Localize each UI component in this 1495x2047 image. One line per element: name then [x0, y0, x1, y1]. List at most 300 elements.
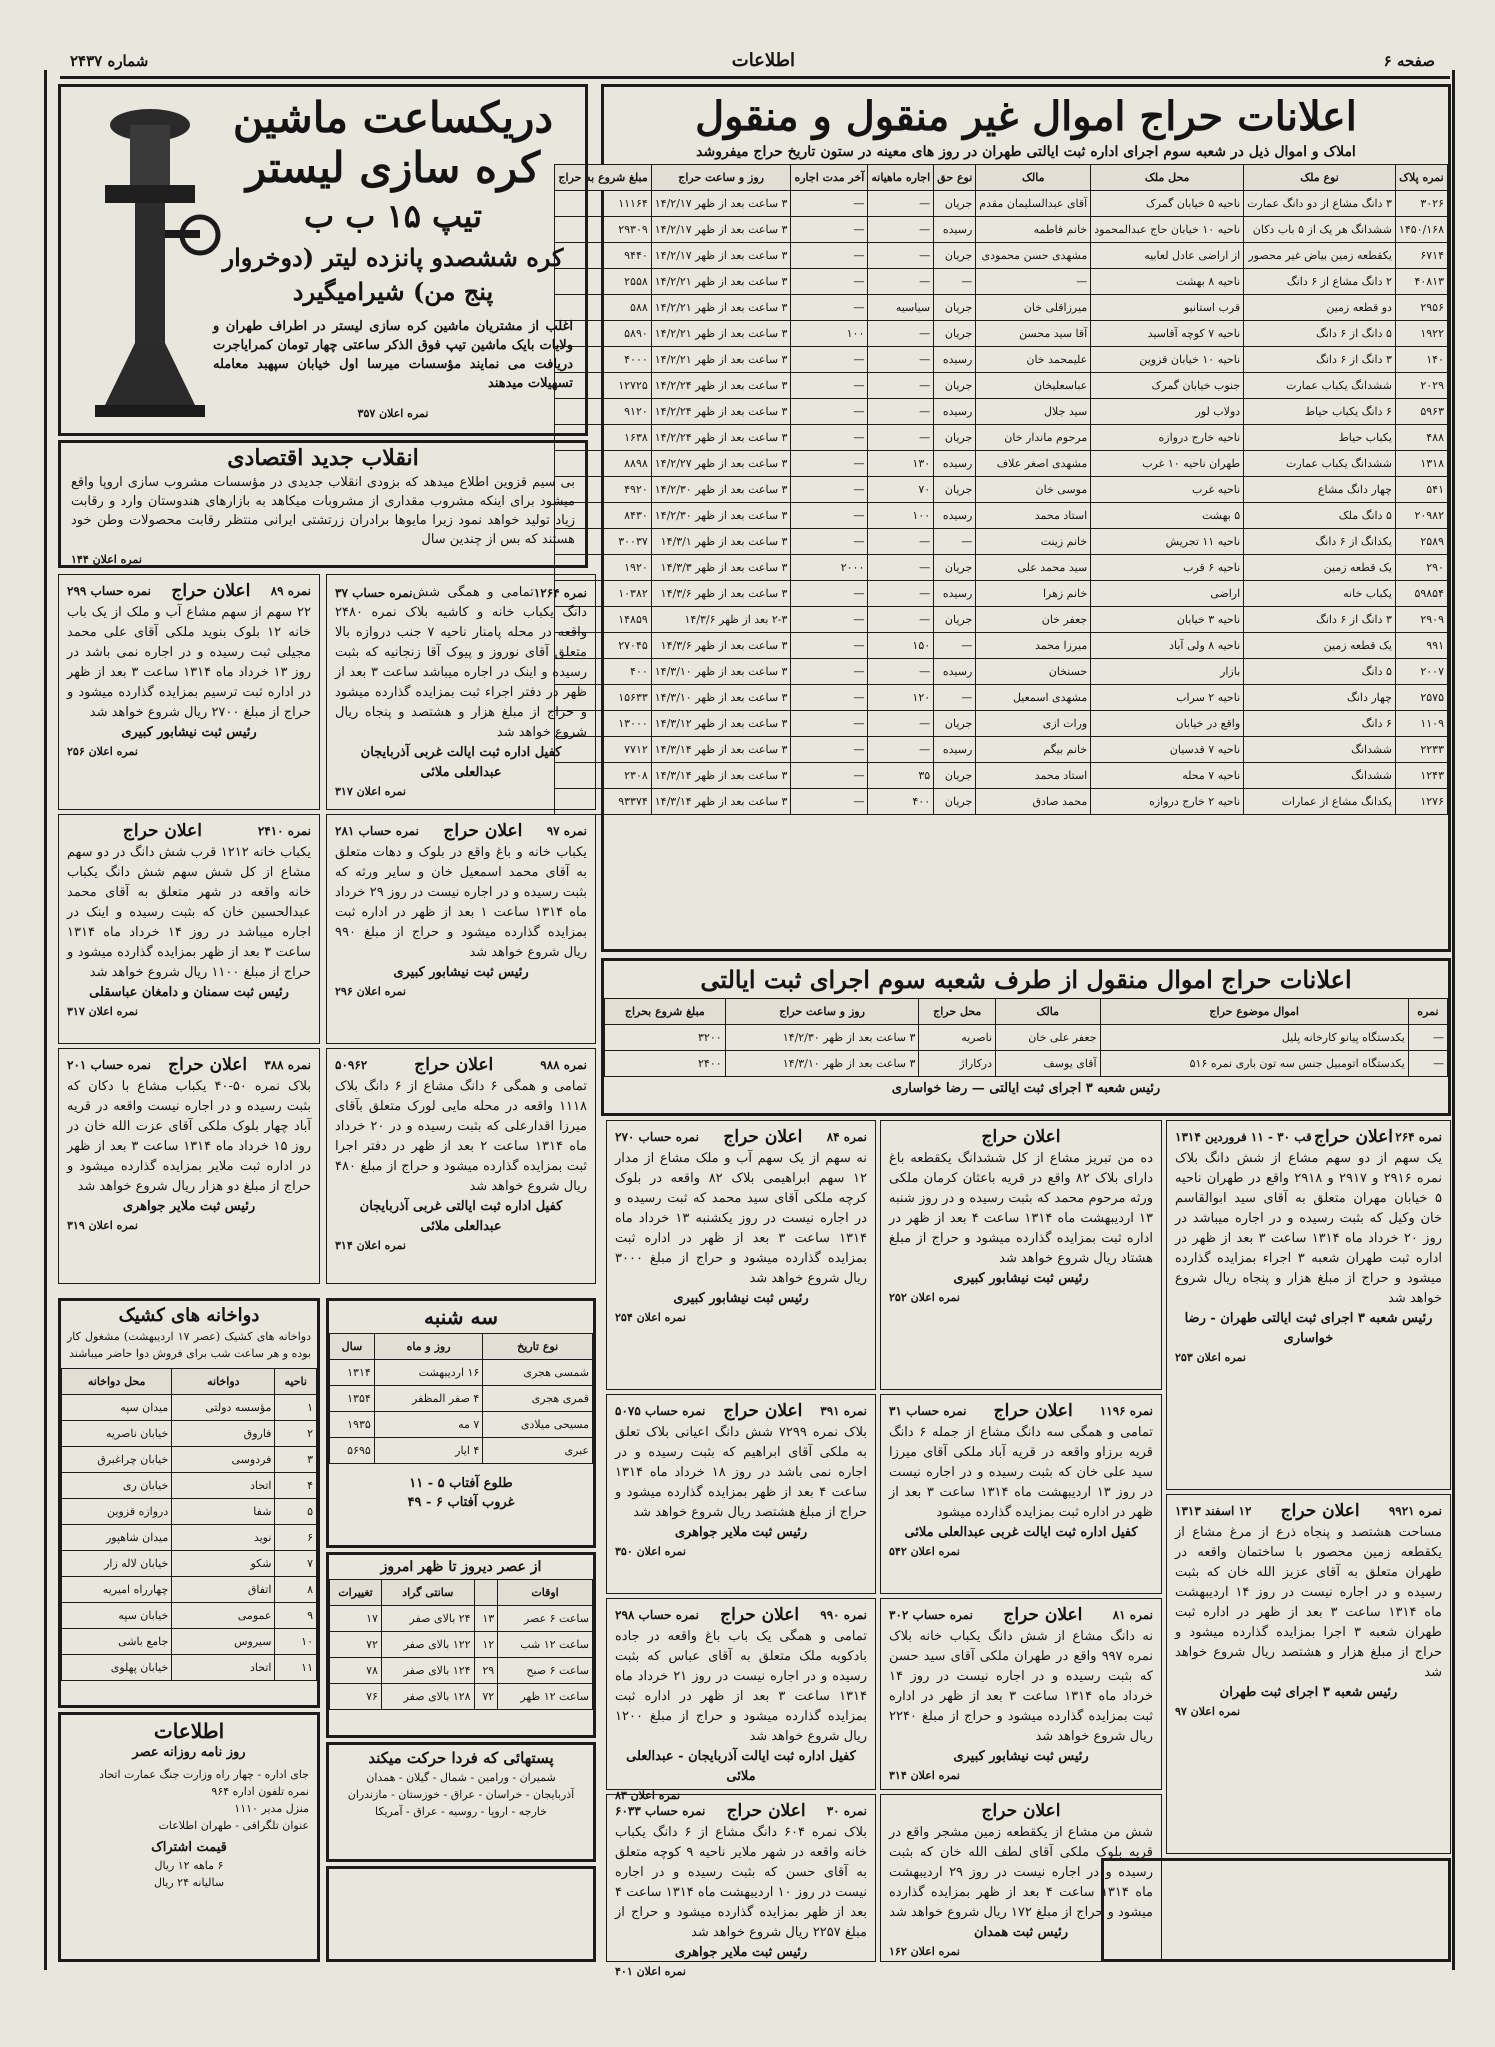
auction-cell: — — [791, 399, 868, 425]
pharmacy-row — [62, 1473, 317, 1499]
notice-ref: نمره اعلان ۸۳ — [615, 1789, 681, 1802]
movable-cell: ۳ ساعت بعد از ظهر ۱۴/۲/۳۰ — [725, 1025, 919, 1051]
auction-cell: ۷۷۱۲ — [555, 737, 651, 763]
pharmacy-cell: مؤسسه دولتی — [172, 1395, 275, 1421]
calendar-cell: ۱۳۱۴ — [330, 1360, 375, 1386]
notice-number: نمره ۹۷ — [546, 824, 587, 838]
auction-cell: یک قطعه زمین — [1244, 555, 1396, 581]
notice-number: نمره ۲۴۱۰ — [257, 824, 311, 838]
weather-cell: ۱۷ — [330, 1606, 382, 1632]
auction-cell: ۳ ساعت بعد از ظهر ۱۴/۲/۳۰ — [651, 503, 791, 529]
auction-cell: آقای عبدالسلیمان مقدم — [976, 191, 1091, 217]
auction-cell: ۵۹۸۵۴ — [1395, 581, 1447, 607]
calendar-cell: ۵۶۹۵ — [330, 1438, 375, 1464]
page-label: صفحه ۶ — [1383, 52, 1435, 70]
notice-body: ده من تبریز مشاع از کل ششدانگ یکقطعه باغ دارای بلاک ۸۲ واقع در قریه باعثان کرمان ملکی ورثه مرحوم محمد که بثبت رسیده و در روز شنبه ۱۳ اردیبهشت ماه ۱۳۱۴ ساعت ۴ بعد از ظهر در اداره ثبت بمزایده گذارده میشود و حراج از مبلغ هشتاد ریال شروع خواهد شد — [889, 1151, 1153, 1266]
weather-cell: ۷۶ — [330, 1684, 382, 1710]
pharmacy-row — [62, 1629, 317, 1655]
notice-ref: نمره اعلان ۱۶۲ — [889, 1945, 960, 1958]
auction-cell: — — [791, 191, 868, 217]
butter-line5: پنج من) شیرامیگیرد — [292, 277, 494, 306]
pharmacy-cell: ۲ — [275, 1421, 317, 1447]
auction-cell: سیاسیه — [868, 295, 934, 321]
notice-ref: نمره اعلان ۲۹۶ — [335, 985, 406, 998]
auction-cell: ۲۹۰۹ — [1395, 607, 1447, 633]
notice-body: نه سهم از یک سهم آب و ملک مشاع از مدار ۱۲ سهم ابراهیمی بلاک ۸۲ واقعه در بلوک کرچه ملکی آقای سید محمد که ثبت رسیده و در اجاره نیست در روز یکشنبه ۱۳ خرداد ماه ۱۳۱۴ ساعت ۳ بعد از ظهر در اداره ثبت بمزایده گذارده میشود و حراج از مبلغ ۳۰۰۰ ریال شروع خواهد شد — [615, 1151, 867, 1286]
auction-cell: ۶ دانگ — [1244, 711, 1396, 737]
calendar-cell: عبری — [483, 1438, 593, 1464]
auction-cell: خانم بیگم — [976, 737, 1091, 763]
auction-cell: ۹۳۳۷۴ — [555, 789, 651, 815]
auction-cell: ۵۸۸ — [555, 295, 651, 321]
notice-n3 — [58, 814, 320, 1044]
calendar-cell: ۴ ایار — [374, 1438, 483, 1464]
pharmacy-row — [62, 1525, 317, 1551]
notice-ref: نمره اعلان ۳۱۴ — [889, 1769, 960, 1782]
auction-cell: چهار دانگ — [1244, 685, 1396, 711]
auction-cell: ۱۱۱۶۴ — [555, 191, 651, 217]
auction-cell: ناحیه خارج دروازه — [1091, 425, 1244, 451]
weather-cell: ۲۹ — [474, 1658, 498, 1684]
notice-account-number: نمره حساب ۲۹۹ — [67, 584, 151, 598]
notice-title: اعلان حراج — [981, 1127, 1061, 1147]
auction-cell: مشهدی حسن محمودی — [976, 243, 1091, 269]
bottom-right-ad — [1101, 1858, 1451, 1962]
auction-row — [555, 373, 1448, 399]
pharmacy-header-2: محل دواخانه — [62, 1369, 172, 1395]
weather-cell: ساعت ۶ صبح — [498, 1658, 593, 1684]
pharmacy-cell: دروازه قزوین — [62, 1499, 172, 1525]
auction-cell: جریان — [934, 295, 976, 321]
calendar-header-0: نوع تاریخ — [483, 1334, 593, 1360]
notice-title: اعلان حراج — [1280, 1501, 1360, 1521]
notice-signature: کفیل اداره ثبت ایالت آذربایجان - عبدالعلی ملائی — [626, 1749, 856, 1784]
auction-cell: ۳ ساعت بعد از ظهر ۱۴/۲/۱۷ — [651, 217, 791, 243]
pharmacy-cell: جامع باشی — [62, 1629, 172, 1655]
notice-n10 — [606, 1394, 876, 1594]
auction-row — [555, 659, 1448, 685]
notice-signature: رئیس ثبت نیشابور کبیری — [953, 1749, 1089, 1764]
auction-cell: — — [791, 607, 868, 633]
auction-cell: ورات ازی — [976, 711, 1091, 737]
auction-cell: بازار — [1091, 659, 1244, 685]
notice-body: نه دانگ مشاع از شش دانگ یکباب خانه بلاک نمره ۹۹۷ واقع در طهران ملکی آقای سید حسن که بثبت رسیده و در اجاره نیست در روز ۱۴ خرداد ماه ۱۳۱۴ ساعت ۳ بعد از ظهر در اداره ثبت بمزایده گذارده میشود و حراج از مبلغ ۲۲۴۰ ریال شروع خواهد شد — [889, 1629, 1154, 1744]
pharmacy-title: دواخانه های کشیک — [118, 1305, 260, 1326]
notice-signature: رئیس ثبت ملایر جواهری — [674, 1945, 808, 1960]
auction-cell: ۴۰۰ — [868, 789, 934, 815]
auction-cell: — — [791, 581, 868, 607]
notice-title: اعلان حراج — [720, 1605, 800, 1625]
auction-cell: خانم زینت — [976, 529, 1091, 555]
notice-number: نمره ۹۸۸ — [540, 1058, 587, 1072]
auction-cell: ۳ ساعت بعد از ظهر ۱۴/۲/۲۱ — [651, 347, 791, 373]
notice-number: نمره ۸۹ — [270, 584, 311, 598]
notice-account-number: ۵۰۹۶۲ — [335, 1058, 368, 1072]
subscription-title: قیمت اشتراک — [151, 1840, 227, 1855]
auction-cell: دو قطعه زمین — [1244, 295, 1396, 321]
auction-cell: — — [934, 529, 976, 555]
auction-cell: — — [934, 633, 976, 659]
notice-number: نمره ۹۹۲۱ — [1388, 1504, 1442, 1518]
notice-number: نمره ۳۹۱ — [820, 1404, 867, 1418]
auction-cell: ۱۲۴۳ — [1395, 763, 1447, 789]
auction-cell: ۱۲۰ — [868, 685, 934, 711]
notice-account-number: نمره حساب ۳۷ — [335, 586, 413, 600]
auction-cell: ناحیه ۱۱ تجریش — [1091, 529, 1244, 555]
notice-account-number: نمره حساب ۳۰۲ — [889, 1608, 973, 1622]
pharmacy-table — [61, 1368, 317, 1681]
auction-cell: قرب استانبو — [1091, 295, 1244, 321]
movable-box — [601, 958, 1451, 1116]
notice-body: بلاک نمره ۵۰-۴۰ یکباب مشاع با دکان که بثبت رسیده و در اجاره نیست واقعه در قریه آباد چهار بلوک ملکی آقای عزت الله خان در روز ۱۵ خرداد ماه ۱۳۱۴ ساعت ۳ بعد از ظهر در اداره ثبت ملایر بمزایده گذارده میشود و حراج از مبلغ دو هزار ریال شروع خواهد شد — [67, 1079, 312, 1194]
auction-cell: ۲۹۵۶ — [1395, 295, 1447, 321]
auction-cell: دولاب لور — [1091, 399, 1244, 425]
auction-cell: ۱۴۵۰/۱۶۸ — [1395, 217, 1447, 243]
notice-body: تمامی و همگی سه دانگ مشاع از جمله ۶ دانگ قریه برزاو واقعه در قریه آباد ملکی آقای میرزا سید علی خان که بثبت رسیده و در اجاره نیست در روز ۱۳ اردیبهشت ماه ۱۳۱۴ ساعت ۳ بعد از ظهر در اداره ثبت بمزایده گذارده میشود — [889, 1425, 1153, 1520]
butter-line4: کره ششصدو پانزده لیتر (دوخروار — [222, 243, 564, 272]
auction-cell: ۳۰۲۶ — [1395, 191, 1447, 217]
publisher-line: منزل مدیر ۱۱۱۰ — [234, 1802, 309, 1815]
notice-body: تمامی و همگی یک باب باغ واقعه در جاده بادکوبه ملک متعلق به آقای عباس که بثبت رسیده و در اجاره نیست در روز ۲۱ خرداد ماه ۱۳۱۴ ساعت ۳ بعد از ظهر در اداره ثبت بمزایده گذارده میشود و حراج از مبلغ ۱۲۰۰ ریال شروع خواهد شد — [615, 1629, 867, 1744]
auction-cell: طهران ناحیه ۱۰ غرب — [1091, 451, 1244, 477]
auction-cell: — — [868, 711, 934, 737]
auction-cell: یکباب خانه — [1244, 581, 1396, 607]
calendar-header-2: سال — [330, 1334, 375, 1360]
pharmacy-cell: ۱۱ — [275, 1655, 317, 1681]
auction-row — [555, 451, 1448, 477]
weather-cell: ۱۲ — [474, 1632, 498, 1658]
auction-cell: ناحیه ۸ ولی آباد — [1091, 633, 1244, 659]
publisher-subtitle: روز نامه روزانه عصر — [132, 1745, 246, 1760]
auction-cell: — — [791, 529, 868, 555]
notice-signature: رئیس شعبه ۳ اجرای ثبت طهران — [1219, 1685, 1398, 1700]
auction-cell: ۱۰۳۸۲ — [555, 581, 651, 607]
movable-cell: ناصریه — [919, 1025, 996, 1051]
pharmacy-header-0: ناحیه — [275, 1369, 317, 1395]
auction-row — [555, 425, 1448, 451]
auction-cell: مشهدی اصغر علاف — [976, 451, 1091, 477]
auction-cell: یکدانگ از ۶ دانگ — [1244, 529, 1396, 555]
auction-cell: جریان — [934, 607, 976, 633]
notice-body: یکباب خانه ۱۲۱۲ قرب شش دانگ در دو سهم مشاع از کل شش سهم شش دانگ یکباب خانه واقعه در شهر متعلق به آقای محمد عبدالحسین خان که بثبت رسیده و اینک در اجاره میباشد در روز ۱۴ خرداد ماه ۱۳۱۴ ساعت ۳ بعد از ظهر بمزایده گذارده میشود و حراج از مبلغ ۱۱۰۰ ریال شروع خواهد شد — [67, 845, 311, 980]
pharmacy-cell: ۱ — [275, 1395, 317, 1421]
calendar-cell: ۴ صفر المظفر — [374, 1386, 483, 1412]
auction-cell: ۶ دانگ یکباب حیاط — [1244, 399, 1396, 425]
butter-title: دریکساعت ماشین — [232, 93, 554, 142]
auction-cell: ۳ ساعت بعد از ظهر ۱۴/۳/۱۰ — [651, 659, 791, 685]
notice-title: اعلان حراج — [122, 821, 202, 841]
auction-cell: ۱۲۷۶ — [1395, 789, 1447, 815]
notice-account-number: نمره حساب ۳۱ — [889, 1404, 967, 1418]
sunrise: طلوع آفتاب ۵ - ۱۱ — [409, 1476, 513, 1491]
movable-cell: — — [1408, 1025, 1447, 1051]
weather-cell: ۱۳ — [474, 1606, 498, 1632]
auction-cell: ۳ ساعت بعد از ظهر ۱۴/۳/۳ — [651, 555, 791, 581]
auction-cell: — — [868, 321, 934, 347]
auction-cell: ۳ ساعت بعد از ظهر ۱۴/۲/۲۴ — [651, 425, 791, 451]
pharmacy-cell: عمومی — [172, 1603, 275, 1629]
movable-cell: — — [1408, 1051, 1447, 1077]
pharmacy-cell: خیابان چراغبرق — [62, 1447, 172, 1473]
auction-cell: ناحیه ۵ خیابان گمرک — [1091, 191, 1244, 217]
notice-body: ۲۲ سهم از سهم مشاع آب و ملک از یک باب خانه ۱۲ بلوک بنوید ملکی آقای علی محمد مجیلی ثبت رسیده و در اجاره نمی باشد در روز ۱۳ خرداد ماه ۱۳۱۴ ساعت ۳ بعد از ظهر در اداره ثبت ترسیم بمزایده گذارده میشود و حراج از مبلغ ۲۷۰۰ ریال شروع خواهد شد — [67, 605, 312, 720]
weather-header-1 — [474, 1580, 498, 1606]
auction-cell: سید محمد علی — [976, 555, 1091, 581]
auction-cell: ناحیه ۱۰ خیابان حاج عبدالمحمود — [1091, 217, 1244, 243]
auction-cell: ۵ بهشت — [1091, 503, 1244, 529]
auction-cell: یک قطعه زمین — [1244, 633, 1396, 659]
notice-account-number: ۱۲ اسفند ۱۳۱۳ — [1175, 1504, 1252, 1518]
auction-cell: ۲۹۳۰۹ — [555, 217, 651, 243]
auction-row — [555, 581, 1448, 607]
notice-account-number: نمره حساب ۲۰۱ — [67, 1058, 151, 1072]
auction-cell: رسیده — [934, 347, 976, 373]
notice-signature: رئیس ثبت ملایر جواهری — [122, 1199, 256, 1214]
auction-cell: — — [791, 737, 868, 763]
auction-header-4: نوع حق — [934, 165, 976, 191]
notice-n2 — [326, 574, 596, 810]
notice-ref: نمره اعلان ۹۷ — [1175, 1705, 1241, 1718]
auction-cell: ۳ دانگ از ۶ دانگ — [1244, 607, 1396, 633]
notice-signature: رئیس ثبت سمنان و دامغان عباسقلی — [89, 985, 289, 1000]
auction-cell: — — [791, 763, 868, 789]
auction-row — [555, 269, 1448, 295]
notice-signature: رئیس ثبت نیشابور کبیری — [953, 1271, 1089, 1286]
auction-cell: — — [791, 243, 868, 269]
auction-cell: اراضی — [1091, 581, 1244, 607]
notice-ref: نمره اعلان ۳۱۴ — [335, 1239, 406, 1252]
movable-cell: ۳ ساعت بعد از ظهر ۱۴/۳/۱۰ — [725, 1051, 919, 1077]
auction-cell: — — [868, 425, 934, 451]
notice-ref: نمره اعلان ۲۵۲ — [889, 1291, 960, 1304]
weather-cell: ۷۲ — [330, 1632, 382, 1658]
notice-n14 — [1166, 1494, 1451, 1854]
auction-cell: — — [791, 269, 868, 295]
auction-cell: ۵۸۹۰ — [555, 321, 651, 347]
auction-cell: — — [868, 607, 934, 633]
notice-body: مساحت هشتصد و پنجاه ذرع از مرغ مشاع از یکقطعه زمین محصور با ساختمان واقعه در طهران متعلق به آقای عزیز الله خان که بثبت رسیده و در اجاره نیست در روز ۱۴ اردیبهشت ماه ۱۳۱۴ ساعت ۳ بعد از ظهر در اداره ثبت طهران شعبه ۳ اجرا بمزایده گذارده میشود و حراج از مبلغ هزار و هشتصد ریال شروع خواهد شد — [1175, 1525, 1442, 1680]
auction-cell: ۲۵۸۹ — [1395, 529, 1447, 555]
auction-cell: عباسعلیخان — [976, 373, 1091, 399]
notice-n13 — [880, 1598, 1162, 1790]
notice-signature: رئیس ثبت همدان — [973, 1925, 1069, 1940]
auction-row — [555, 711, 1448, 737]
butter-line3: تیپ ۱۵ ب ب — [303, 197, 483, 235]
auction-cell: ۶۷۱۴ — [1395, 243, 1447, 269]
notice-n15 — [606, 1794, 876, 1978]
movable-cell: جعفر علی خان — [996, 1025, 1101, 1051]
weather-title: از عصر دیروز تا ظهر امروز — [380, 1559, 542, 1575]
auction-cell: ۸۸۹۸ — [555, 451, 651, 477]
issue-label: شماره ۲۴۳۷ — [70, 52, 149, 70]
auction-cell: ۲۰۲۹ — [1395, 373, 1447, 399]
publisher-line: نمره تلفون اداره ۹۶۴ — [211, 1785, 309, 1798]
notice-account-number: نمره حساب ۵۰۷۵ — [615, 1404, 706, 1418]
economic-box — [58, 440, 588, 568]
pharmacy-cell: خیابان پهلوی — [62, 1655, 172, 1681]
auction-cell: ۲۵۷۵ — [1395, 685, 1447, 711]
auction-cell: جنوب خیابان گمرک — [1091, 373, 1244, 399]
calendar-row — [330, 1412, 593, 1438]
auction-cell: ۱۰۰ — [868, 503, 934, 529]
auction-cell: موسی خان — [976, 477, 1091, 503]
auction-cell: ۹۴۴۰ — [555, 243, 651, 269]
auction-cell: — — [791, 685, 868, 711]
auction-header-5: اجاره ماهیانه — [868, 165, 934, 191]
auction-cell: — — [791, 633, 868, 659]
auction-cell: ۵۴۱ — [1395, 477, 1447, 503]
calendar-header-1: روز و ماه — [374, 1334, 483, 1360]
publisher-line: عنوان تلگرافی - طهران اطلاعات — [158, 1819, 309, 1832]
notice-ref: نمره اعلان ۲۵۶ — [67, 745, 138, 758]
post-title: پستهائی که فردا حرکت میکند — [368, 1749, 554, 1767]
calendar-row — [330, 1386, 593, 1412]
calendar-row — [330, 1360, 593, 1386]
auction-header-6: آخر مدت اجاره — [791, 165, 868, 191]
calendar-table — [329, 1333, 593, 1464]
notice-title: اعلان حراج — [414, 1055, 494, 1075]
auction-cell: ۱۱۰۹ — [1395, 711, 1447, 737]
pharmacy-cell: خیابان ری — [62, 1473, 172, 1499]
auction-cell: ۴۰۰ — [555, 659, 651, 685]
auction-cell: رسیده — [934, 399, 976, 425]
auction-cell: ۲۹۰ — [1395, 555, 1447, 581]
auction-cell: — — [868, 373, 934, 399]
auction-cell: از اراضی عادل لعابیه — [1091, 243, 1244, 269]
post-line: خارجه - اروپا - روسیه - عراق - آمریکا — [375, 1805, 547, 1818]
auction-cell: رسیده — [934, 451, 976, 477]
auction-cell: ۱۳۰۰۰ — [555, 711, 651, 737]
auction-cell: ۷۰ — [868, 477, 934, 503]
calendar-cell: ۱۳۵۴ — [330, 1386, 375, 1412]
movable-header-0: نمره — [1408, 999, 1447, 1025]
movable-header-3: محل حراج — [919, 999, 996, 1025]
auction-main-title: اعلانات حراج اموال غیر منقول و منقول — [695, 93, 1357, 140]
auction-cell: ناحیه ۷ قدسیان — [1091, 737, 1244, 763]
auction-cell: ۵ دانگ ملک — [1244, 503, 1396, 529]
auction-cell: ۳ ساعت بعد از ظهر ۱۴/۲/۳۰ — [651, 477, 791, 503]
auction-cell: جریان — [934, 555, 976, 581]
auction-row — [555, 789, 1448, 815]
weather-cell: ساعت ۱۲ شب — [498, 1632, 593, 1658]
auction-cell: — — [868, 347, 934, 373]
pharmacy-cell: میدان سپه — [62, 1395, 172, 1421]
weather-cell: ۱۲۸ بالای صفر — [381, 1684, 474, 1710]
auction-cell: ناحیه ۷ کوچه آقاسید — [1091, 321, 1244, 347]
auction-cell: ۲۰۹۸۲ — [1395, 503, 1447, 529]
pharmacy-cell: شفا — [172, 1499, 275, 1525]
weather-cell: ۷۲ — [474, 1684, 498, 1710]
auction-cell: ۹۹۱ — [1395, 633, 1447, 659]
economic-ref: نمره اعلان ۱۴۴ — [71, 553, 142, 566]
weather-row — [330, 1658, 593, 1684]
auction-cell: جریان — [934, 321, 976, 347]
auction-cell: جعفر خان — [976, 607, 1091, 633]
auction-cell: خانم زهرا — [976, 581, 1091, 607]
weather-cell: ساعت ۱۲ ظهر — [498, 1684, 593, 1710]
pharmacy-cell: فاروق — [172, 1421, 275, 1447]
auction-cell: ۳ ساعت بعد از ظهر ۱۴/۳/۱ — [651, 529, 791, 555]
auction-cell: — — [934, 269, 976, 295]
auction-cell: جریان — [934, 425, 976, 451]
auction-cell: ۳۵ — [868, 763, 934, 789]
movable-row — [605, 1025, 1448, 1051]
pharmacy-row — [62, 1447, 317, 1473]
pharmacy-cell: ۹ — [275, 1603, 317, 1629]
auction-cell: یکباب حیاط — [1244, 425, 1396, 451]
auction-row — [555, 737, 1448, 763]
auction-cell: جریان — [934, 373, 976, 399]
auction-cell: جریان — [934, 191, 976, 217]
auction-cell: واقع در خیابان — [1091, 711, 1244, 737]
notice-ref: نمره اعلان ۳۱۷ — [335, 785, 406, 798]
notice-ref: نمره اعلان ۳۱۹ — [67, 1219, 138, 1232]
pharmacy-cell: اتحاد — [172, 1473, 275, 1499]
pharmacy-row — [62, 1499, 317, 1525]
notice-number: نمره ۸۱ — [1112, 1608, 1153, 1622]
auction-cell: ۱۲۷۲۵ — [555, 373, 651, 399]
auction-cell: — — [868, 191, 934, 217]
notice-ref: نمره اعلان ۳۱۷ — [67, 1005, 138, 1018]
auction-cell: ۲۰۰۷ — [1395, 659, 1447, 685]
newspaper-name: اطلاعات — [731, 50, 795, 71]
auction-cell: — — [868, 555, 934, 581]
notice-title: اعلان حراج — [443, 821, 523, 841]
auction-cell: خانم فاطمه — [976, 217, 1091, 243]
notice-number: نمره ۹۹۰ — [820, 1608, 867, 1622]
auction-cell: ناحیه ۲ سراب — [1091, 685, 1244, 711]
pharmacy-cell: ۷ — [275, 1551, 317, 1577]
notice-signature: رئیس ثبت ملایر جواهری — [674, 1525, 808, 1540]
auction-cell: — — [791, 503, 868, 529]
auction-cell: میرزاقلی خان — [976, 295, 1091, 321]
post-box — [326, 1742, 596, 1862]
economic-body: بی سیم قزوین اطلاع میدهد که بزودی انقلاب جدیدی در مؤسسات مشروب سازی اروپا واقع میشود برای اینکه مشروب مقداری از مشروبات میکاهد به بازارهای هندوستان وارد و رقابت زیاد تولید خواهد نمود زیرا مایوها برادران زرتشتی ایرانی منتظر رقابت محصولات وطن خود هستند که بس از چندین سال — [71, 475, 575, 547]
butter-line2: کره سازی لیستر — [245, 143, 541, 192]
notice-ref: نمره اعلان ۵۴۲ — [889, 1545, 960, 1558]
notice-n6 — [326, 814, 596, 1044]
auction-cell: ۱۴۰ — [1395, 347, 1447, 373]
auction-header-8: مبلغ شروع به حراج — [555, 165, 651, 191]
auction-cell: ناحیه غرب — [1091, 477, 1244, 503]
movable-header-5: مبلغ شروع بحراج — [605, 999, 726, 1025]
post-line: آذربایجان - خراسان - عراق - خوزستان - مازندران — [347, 1788, 575, 1801]
auction-cell: ۳ ساعت بعد از ظهر ۱۴/۲/۲۴ — [651, 373, 791, 399]
auction-cell: محمد صادق — [976, 789, 1091, 815]
notice-n1 — [58, 574, 320, 810]
auction-cell: استاد محمد — [976, 503, 1091, 529]
auction-row — [555, 243, 1448, 269]
notice-body: تمامی و همگی شش دانگ یکباب خانه و کاشیه بلاک نمره ۲۴۸۰ واقعه در محله پامنار ناحیه ۷ جنب دروازه بالا متعلق آقای نوروز و پیوک آقا زنجانیه که بثبت رسیده و اینک در اجاره میباشد ساعت ۳ بعد از ظهر در دفتر اجراء ثبت بمزایده گذارده میشود و حراج از مبلغ هزار و هشتصد و پنجاه ریال شروع خواهد شد — [335, 585, 587, 740]
auction-cell: ۳ ساعت بعد از ظهر ۱۴/۲/۲۱ — [651, 269, 791, 295]
pharmacy-cell: ۴ — [275, 1473, 317, 1499]
auction-cell: ۲۵۵۸ — [555, 269, 651, 295]
auction-cell: ۱۹۲۲ — [1395, 321, 1447, 347]
auction-cell: ۳ ساعت بعد از ظهر ۱۴/۳/۱۴ — [651, 763, 791, 789]
auction-cell: ۳ ساعت بعد از ظهر ۱۴/۳/۱۴ — [651, 789, 791, 815]
notice-n9 — [1166, 1120, 1451, 1490]
weather-row — [330, 1684, 593, 1710]
pharmacy-cell: شکو — [172, 1551, 275, 1577]
auction-cell: ۱۰۰ — [791, 321, 868, 347]
auction-cell: — — [791, 347, 868, 373]
auction-cell: ۱۵۶۳۳ — [555, 685, 651, 711]
auction-cell: ۸۴۳۰ — [555, 503, 651, 529]
auction-cell: رسیده — [934, 503, 976, 529]
notice-title: اعلان حراج — [171, 581, 251, 601]
weather-cell: ۱۲۲ بالای صفر — [381, 1632, 474, 1658]
notice-number: نمره ۸۴ — [826, 1130, 867, 1144]
